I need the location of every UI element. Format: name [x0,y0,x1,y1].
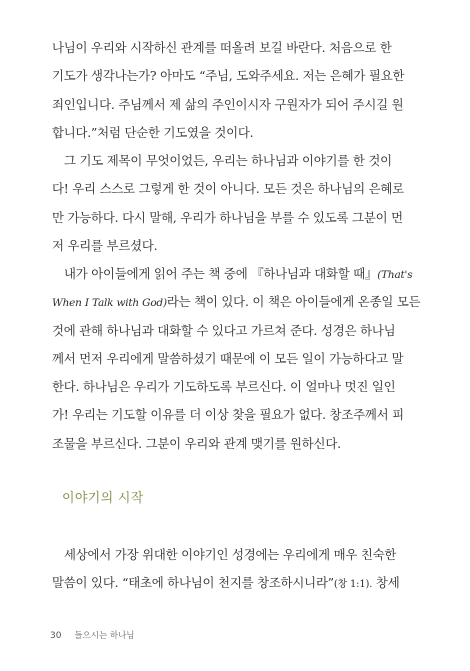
text-line: 죄인입니다. 주님께서 제 삶의 주인이시자 구원자가 되어 주시길 원 [52,96,404,112]
text-segment: 라는 책이 있다. 이 책은 아이들에게 온종일 모든 [166,294,421,310]
page-number: 30 [50,631,62,641]
text-line: 저 우리를 부르셨다. [52,237,158,253]
text-line: 나님이 우리와 시작하신 관계를 떠올려 보길 바란다. 처음으로 한 [52,40,392,55]
text-line: 것에 관해 하나님과 대화할 수 있다고 가르쳐 준다. 성경은 하나님 [52,322,396,338]
text-line: 그 기도 제목이 무엇이었든, 우리는 하나님과 이야기를 한 것이 [64,153,392,168]
paragraph-4 [52,541,422,598]
page-footer [50,629,135,641]
text-line [52,569,422,597]
scripture-reference: (창 1:1). [333,579,373,591]
text-line: 다! 우리 스스로 그렇게 한 것이 아니다. 모든 것은 하나님의 은혜로 [52,181,404,197]
section-heading: 이야기의 시작 [62,491,144,506]
paragraph-3 [52,260,422,458]
text-line [52,288,422,316]
running-title: 들으시는 하나님 [74,631,135,641]
paragraph-1 [52,34,422,147]
text-line [52,260,422,288]
text-segment: 말씀이 있다. “태초에 하나님이 천지를 창조하시니라” [52,575,334,591]
text-line: 기도가 생각나는가? 아마도 “주님, 도와주세요. 저는 은혜가 필요한 [52,68,405,84]
text-line: 세상에서 가장 위대한 이야기인 성경에는 우리에게 매우 친숙한 [64,547,397,562]
text-segment: 내가 아이들에게 읽어 주는 책 중에 『하나님과 대화할 때』 [64,266,378,281]
text-line: 조물을 부르신다. 그분이 우리와 관계 맺기를 원하신다. [52,435,341,451]
text-segment: 창세 [372,575,400,591]
paragraph-2 [52,147,422,260]
book-title-english: (That's [377,269,413,281]
book-title-english: When I Talk with God) [52,297,167,310]
text-line: 합니다.”처럼 단순한 기도였을 것이다. [52,124,254,140]
text-line: 한다. 하나님은 우리가 기도하도록 부르신다. 이 얼마나 멋진 일인 [52,379,396,395]
text-line: 만 가능하다. 다시 말해, 우리가 하나님을 부를 수 있도록 그분이 먼 [52,209,403,225]
text-line: 께서 먼저 우리에게 말씀하셨기 때문에 이 모든 일이 가능하다고 말 [52,350,404,366]
text-line: 가! 우리는 기도할 이유를 더 이상 찾을 필요가 없다. 창조주께서 피 [52,407,404,423]
